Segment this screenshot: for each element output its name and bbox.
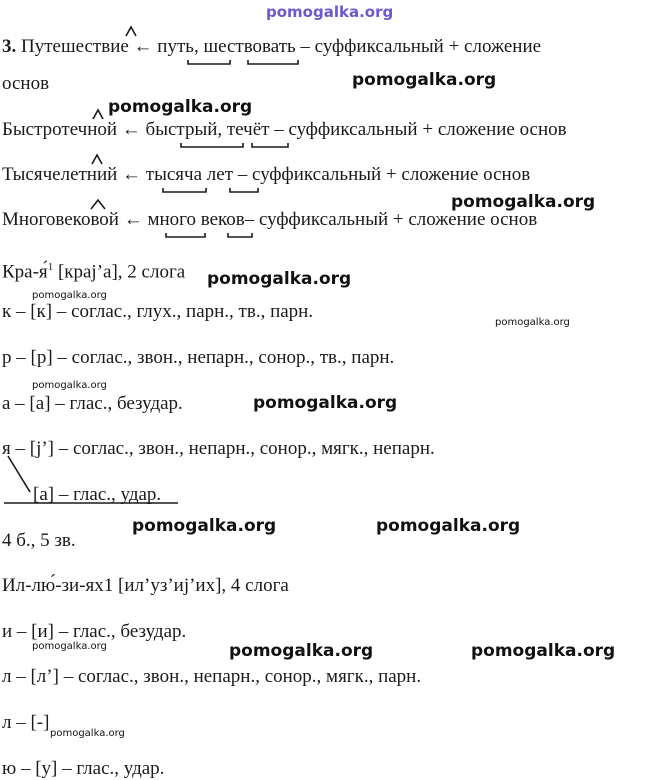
line-14: и – [и] – глас., безудар. (2, 621, 187, 642)
watermark-small: pomogalka.org (32, 380, 107, 391)
line-9: а – [а] – глас., безудар. (2, 393, 183, 414)
transcription-kraya: [крај’а], 2 слога (53, 261, 186, 283)
line-12: 4 б., 5 зв. (2, 530, 76, 551)
line-15: л – [л’] – соглас., звон., непарн., сонор., мягк., парн. (2, 666, 422, 687)
watermark: pomogalka.org (108, 97, 253, 117)
watermark: pomogalka.org (451, 192, 596, 212)
root-arc (252, 143, 288, 147)
line-2: основ (2, 73, 50, 94)
line-1-text: Путешествие ← путь, шествовать – суффиксальный + сложение (16, 36, 542, 57)
line-11: [а] – глас., удар. (33, 484, 162, 505)
root-arc (248, 60, 298, 64)
line-13: Ил-лю́-зи-ях1 [ил’уз’иj’их], 4 слога (2, 575, 289, 596)
watermark-small: pomogalka.org (32, 290, 107, 301)
root-arc (166, 233, 205, 237)
split-line (8, 456, 30, 492)
line-8: р – [р] – соглас., звон., непарн., сонор., тв., парн. (2, 347, 395, 368)
line-7: к – [к] – соглас., глух., парн., тв., парн. (2, 301, 314, 322)
line-3: Быстротечной ← быстрый, течёт – суффиксальный + сложение основ (2, 119, 567, 140)
root-arc (188, 60, 230, 64)
line-10: я – [j’] – соглас., звон., непарн., сонор., мягк., непарн. (2, 438, 435, 459)
suffix-mark (91, 200, 105, 209)
footnote-mark: 1 (47, 261, 54, 273)
word-kraya: Кра-я́ (2, 261, 48, 283)
root-arc (163, 188, 206, 192)
watermark: pomogalka.org (376, 516, 521, 536)
watermark-small: pomogalka.org (495, 317, 570, 328)
suffix-mark (93, 110, 103, 119)
watermark: pomogalka.org (229, 641, 374, 661)
top-watermark: pomogalka.org (266, 3, 394, 21)
line-6 (2, 256, 185, 283)
exercise-number: 3. (2, 36, 17, 57)
watermark: pomogalka.org (253, 393, 398, 413)
suffix-mark (126, 27, 136, 36)
suffix-mark (92, 155, 102, 164)
watermark-small: pomogalka.org (50, 728, 125, 739)
root-arc (181, 143, 243, 147)
line-5: Многовековой ← много веков– суффиксальный + сложение основ (2, 209, 538, 230)
line-1 (2, 36, 541, 58)
line-17: ю – [у] – глас., удар. (2, 758, 165, 779)
watermark: pomogalka.org (207, 269, 352, 289)
watermark-small: pomogalka.org (32, 641, 107, 652)
root-arc (228, 233, 252, 237)
root-arc (230, 188, 258, 192)
line-4: Тысячелетний ← тысяча лет – суффиксальный + сложение основ (2, 164, 531, 185)
line-16: л – [-] (2, 712, 50, 733)
watermark: pomogalka.org (471, 641, 616, 661)
watermark: pomogalka.org (352, 70, 497, 90)
watermark: pomogalka.org (132, 516, 277, 536)
